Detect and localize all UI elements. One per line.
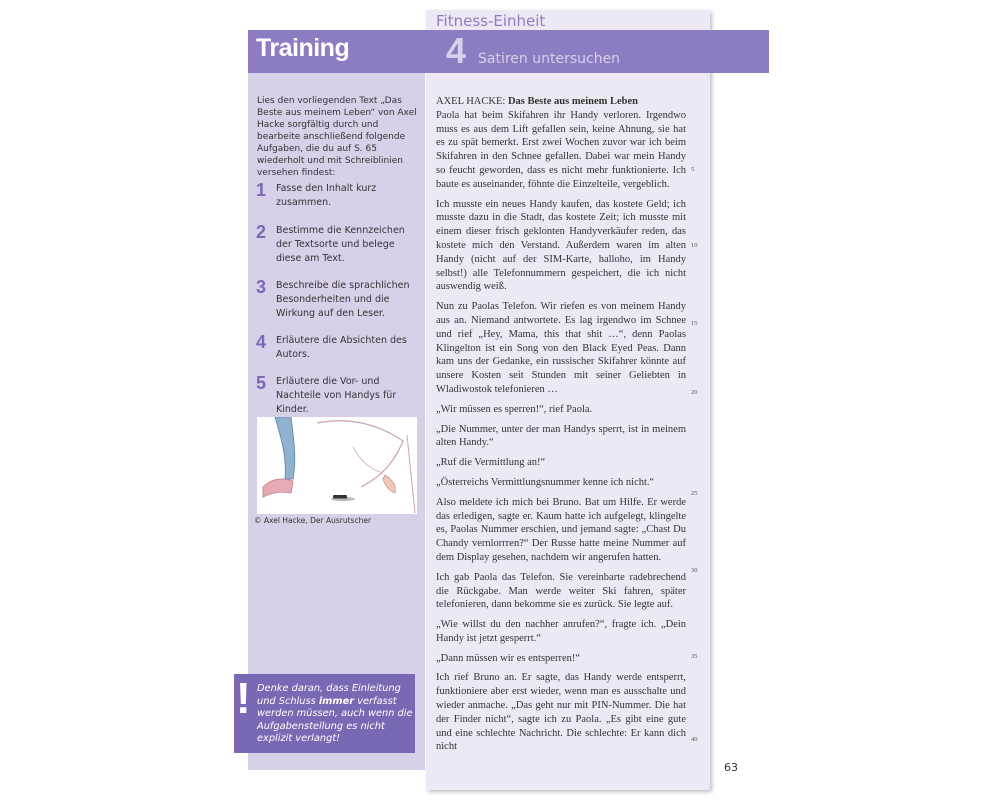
page-title: Training: [256, 34, 350, 62]
hint-text: [257, 683, 413, 746]
article: [436, 95, 686, 760]
article-paragraph: Paola hat beim Skifahren ihr Handy verloren. Irgendwo muss es aus dem Lift gefallen sein, keine Ahnung, sie hat es zu spät bemerkt. Erst zwei Wochen zuvor war ich beim Skifahren in den Schnee gefallen. Dabei war mein Handy so feucht geworden, dass es nicht mehr funktionierte. Ich baute es auseinander, föhnte die Einzelteile, vergeblich.: [436, 109, 686, 190]
article-headline: [436, 95, 686, 109]
section-label: Fitness-Einheit: [436, 12, 546, 30]
task-text: Beschreibe die sprachlichen Besonderheiten und die Wirkung auf den Leser.: [276, 280, 410, 319]
article-paragraph: Ich rief Bruno an. Er sagte, das Handy werde entsperrt, funktioniere aber erst wieder, wenn man es ausschalte und wieder anmache. „Das geht nur mit PIN-Nummer. Die hat der Finder nicht“, sagte ich zu Paola. „Es gibt eine gute und eine schlechte Nachricht. Die schlechte: Er kann dich nicht: [436, 672, 686, 753]
article-paragraph: „Ruf die Vermittlung an!“: [436, 457, 546, 469]
article-paragraph: „Wie willst du den nachher anrufen?“, fragte ich. „Dein Handy ist jetzt gesperrt.“: [436, 619, 686, 644]
article-paragraph: „Wir müssen es sperren!“, rief Paola.: [436, 403, 593, 415]
unit-number: 4: [446, 30, 467, 71]
line-number: 35: [691, 653, 698, 660]
article-paragraph: „Dann müssen wir es entsperren!“: [436, 652, 581, 664]
unit-title: Satiren untersuchen: [478, 51, 621, 67]
article-paragraph: Ich gab Paola das Telefon. Sie vereinbarte radebrechend die Rückgabe. Man werde weiter Ski fahren, später telefonieren, dann bekomme sie es zurück. Sie legte auf.: [436, 571, 686, 611]
article-paragraph: Ich musste ein neues Handy kaufen, das kostete Geld; ich musste dazu in die Stadt, das kostete Zeit; ich musste mit einem dieser frisch geklonten Handyverkäufer reden, das kostete mich den Verstand. Außerdem waren im alten Handy (nicht auf der SIM-Karte, halloho, im Handy selbst!) alle Telefonnummern gespeichert, die ich nicht auswendig weiß.: [436, 198, 686, 293]
task-text: Fasse den Inhalt kurz zusammen.: [276, 183, 377, 208]
illustration: [257, 417, 417, 514]
article-paragraph: Also meldete ich mich bei Bruno. Bat um Hilfe. Er werde das erledigen, sagte er. Kaum hatte ich aufgelegt, klingelte es, Paolas Nummer erschien, und jemand sagte: „Chast Du Chandy vernlorrren?“ Der Russe hatte meine Nummer auf dem Display gesehen, nachdem wir angerufen hatten.: [436, 496, 686, 563]
line-number: 5: [691, 166, 695, 173]
task-number: 3: [256, 277, 267, 297]
task-number: 4: [256, 332, 267, 352]
task-text: Erläutere die Absichten des Autors.: [276, 335, 407, 360]
page-number: 63: [724, 761, 738, 774]
intro-text: Lies den vorliegenden Text „Das Beste aus meinem Leben“ von Axel Hacke sorgfältig durch und bearbeite anschließend folgende Aufgaben, die du auf S. 65 wiederholt und mit Schreiblinien versehen findest:: [257, 96, 417, 178]
hint-text-part2: verfasst werden müssen, auch wenn die Aufgabenstellung es nicht explizit verlangt!: [257, 695, 413, 745]
line-number: 40: [691, 736, 698, 743]
hint-emphasis: immer: [318, 695, 355, 707]
line-number: 30: [691, 567, 698, 574]
hint-text-part1: Denke daran, dass Einleitung und Schluss: [257, 683, 401, 707]
line-number: 10: [691, 242, 698, 249]
article-paragraph: Nun zu Paolas Telefon. Wir riefen es von meinem Handy aus an. Niemand antwortete. Es lag irgendwo im Schnee und rief „Hey, Mama, this that shit …“, denn Paolas Klingelton ist ein Song von den Black Eyed Peas. Dann kam uns der Gedanke, ein russischer Skifahrer könnte auf unsere Kosten seit Stunden mit seiner Geliebten in Wladiwostok telefonieren …: [436, 301, 686, 395]
image-caption: © Axel Hacke, Der Ausrutscher: [254, 516, 372, 525]
task-number: 5: [256, 373, 267, 393]
article-author: AXEL HACKE:: [436, 96, 506, 107]
line-number: 25: [691, 490, 698, 497]
article-title: Das Beste aus meinem Leben: [507, 96, 639, 107]
task-number: 1: [256, 180, 267, 200]
article-paragraph: „Österreichs Vermittlungsnummer kenne ich nicht.“: [436, 476, 655, 488]
article-paragraph: „Die Nummer, unter der man Handys sperrt, ist in meinem alten Handy.“: [436, 423, 686, 449]
exclamation-icon: !: [236, 674, 251, 723]
task-text: Bestimme die Kennzeichen der Textsorte und belege diese am Text.: [276, 225, 405, 264]
illustration-drawing: [257, 417, 417, 514]
task-number: 2: [256, 222, 267, 242]
line-number: 20: [691, 389, 698, 396]
task-text: Erläutere die Vor- und Nachteile von Handys für Kinder.: [276, 376, 397, 415]
line-number: 15: [691, 320, 698, 327]
